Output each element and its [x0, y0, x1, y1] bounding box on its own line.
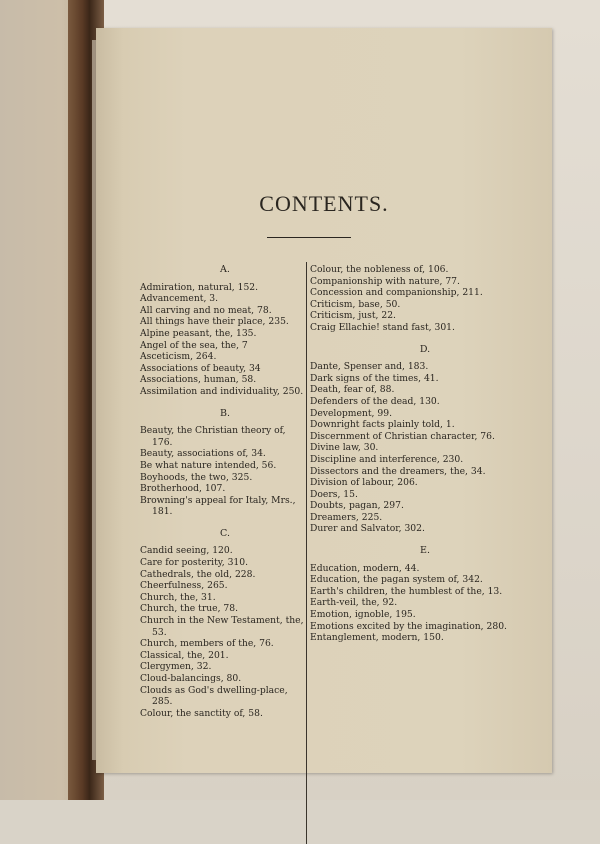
- index-entry: Browning's appeal for Italy, Mrs., 181.: [140, 494, 296, 518]
- index-entry: Care for posterity, 310.: [140, 557, 249, 569]
- index-entry: Concession and companionship, 211.: [310, 287, 483, 299]
- index-entry: Criticism, just, 22.: [310, 310, 396, 322]
- index-entry: Church, the true, 78.: [140, 603, 239, 615]
- index-entry: Emotions excited by the imagination, 280.: [310, 620, 507, 632]
- section-letter: E.: [420, 545, 430, 557]
- index-entry: Angel of the sea, the, 7: [140, 339, 248, 351]
- index-entry: Colour, the sanctity of, 58.: [140, 707, 263, 719]
- index-section: [310, 344, 530, 536]
- index-entry: Beauty, the Christian theory of, 176.: [140, 425, 286, 448]
- index-entry: Discernment of Christian character, 76.: [310, 430, 495, 442]
- index-entry: All carving and no meat, 78.: [140, 304, 272, 316]
- index-entry: Admiration, natural, 152.: [140, 281, 259, 293]
- section-letter: D.: [419, 343, 431, 355]
- column-divider: [306, 262, 307, 844]
- index-entry: Clouds as God's dwelling-place, 285.: [140, 684, 288, 708]
- index-entry: Assimilation and individuality, 250.: [140, 385, 304, 397]
- index-column-right: [310, 264, 530, 644]
- index-column-left: [140, 264, 304, 719]
- index-section: [310, 545, 530, 644]
- index-entry: Be what nature intended, 56.: [140, 459, 277, 471]
- index-entry: Brotherhood, 107.: [140, 483, 226, 495]
- index-entry: Alpine peasant, the, 135.: [140, 327, 257, 339]
- index-entry: All things have their place, 235.: [140, 316, 289, 328]
- index-entry: Cathedrals, the old, 228.: [140, 568, 256, 580]
- index-entry: Entanglement, modern, 150.: [310, 632, 444, 644]
- index-entry: Candid seeing, 120.: [140, 545, 233, 557]
- section-letter: B.: [219, 407, 230, 419]
- index-entry: Church, members of the, 76.: [140, 638, 274, 650]
- index-entry: Beauty, associations of, 34.: [140, 448, 266, 460]
- index-entry: Defenders of the dead, 130.: [310, 395, 440, 407]
- index-entry: Classical, the, 201.: [140, 649, 229, 661]
- index-entry: Downright facts plainly told, 1.: [310, 419, 455, 431]
- index-entry: Companionship with nature, 77.: [310, 275, 460, 287]
- index-entry: Clergymen, 32.: [140, 661, 212, 673]
- index-entry: Doubts, pagan, 297.: [310, 500, 404, 512]
- index-section: [310, 264, 530, 334]
- section-letter: C.: [220, 527, 230, 539]
- index-entry: Discipline and interference, 230.: [310, 453, 464, 465]
- index-entry: Boyhoods, the two, 325.: [140, 471, 253, 483]
- title-rule: [267, 237, 351, 238]
- index-entry: Criticism, base, 50.: [310, 298, 401, 310]
- index-entry: Associations, human, 58.: [140, 374, 257, 386]
- index-entry: Cloud-balancings, 80.: [140, 673, 242, 684]
- index-entry: Divine law, 30.: [310, 442, 379, 454]
- index-entry: Emotion, ignoble, 195.: [310, 609, 416, 621]
- index-entry: Dante, Spenser and, 183.: [310, 361, 429, 373]
- index-entry: Colour, the nobleness of, 106.: [310, 264, 449, 275]
- index-entry: Advancement, 3.: [140, 293, 219, 305]
- index-entry: Dreamers, 225.: [310, 511, 383, 523]
- index-entry: Division of labour, 206.: [310, 477, 418, 489]
- index-entry: Doers, 15.: [310, 488, 358, 500]
- index-entry: Earth's children, the humblest of the, 13.: [310, 585, 503, 597]
- index-entry: Dark signs of the times, 41.: [310, 372, 439, 384]
- index-entry: Associations of beauty, 34: [140, 362, 261, 374]
- index-entry: Education, the pagan system of, 342.: [310, 574, 483, 586]
- index-entry: Education, modern, 44.: [310, 562, 420, 574]
- index-entry: Durer and Salvator, 302.: [310, 523, 425, 535]
- index-entry: Craig Ellachie! stand fast, 301.: [310, 321, 455, 333]
- section-letter: A.: [220, 264, 230, 275]
- index-entry: Dissectors and the dreamers, the, 34.: [310, 465, 486, 477]
- index-entry: Church in the New Testament, the, 53.: [140, 615, 304, 638]
- page-title: CONTENTS.: [259, 191, 389, 216]
- index-section: [140, 528, 304, 720]
- index-entry: Asceticism, 264.: [140, 351, 217, 363]
- book-page: [96, 28, 552, 773]
- index-entry: Church, the, 31.: [140, 591, 216, 603]
- index-entry: Cheerfulness, 265.: [140, 580, 228, 592]
- index-entry: Earth-veil, the, 92.: [310, 597, 398, 609]
- index-section: [140, 408, 304, 518]
- index-entry: Death, fear of, 88.: [310, 384, 395, 396]
- index-entry: Development, 99.: [310, 407, 392, 419]
- index-section: [140, 264, 304, 398]
